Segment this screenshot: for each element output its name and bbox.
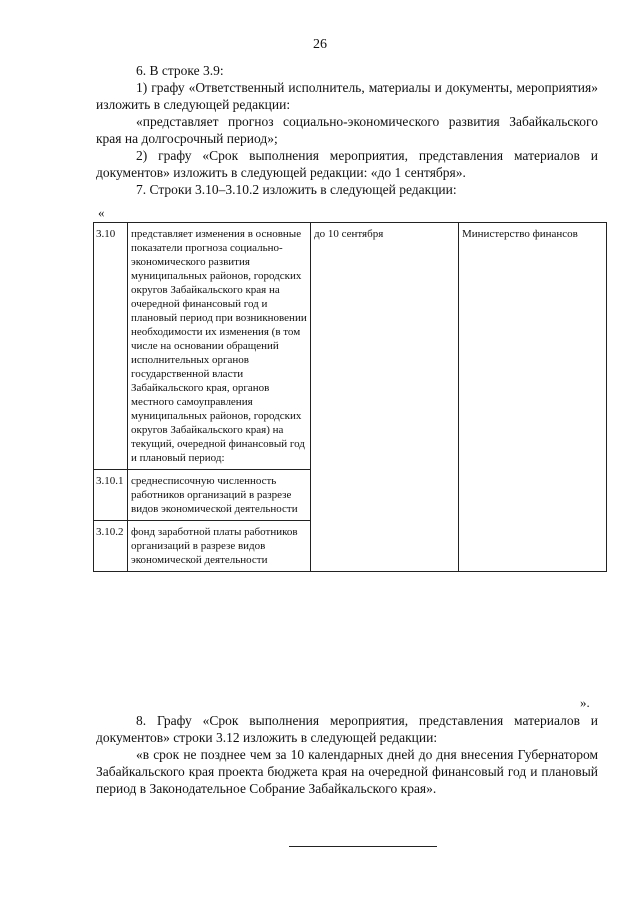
row-description: представляет изменения в основные показатели прогноза социально-экономического развития муниципальных районов, городских округов Забайкальского края на очередной финансовый год и плановый период при возникновении необходимости их изменения (в том числе на основании обращений исполнительных органов государственной власти Забайкальского края, органов местного самоуправления муниципальных районов, городских округов Забайкальского края) на текущий, очередной финансовый год и плановый период:: [128, 223, 311, 470]
paragraph-8-text: «в срок не позднее чем за 10 календарных дней до дня внесения Губернатором Забайкальского края проекта бюджета края на очередной финансовый год и плановый период в Законодательное Собрание Забайкальского края».: [96, 747, 598, 796]
paragraph-6-1-text: «представляет прогноз социально-экономического развития Забайкальского края на долгосрочный период»;: [96, 114, 598, 146]
bottom-text-block: [96, 712, 598, 797]
row-description: среднесписочную численность работников организаций в разрезе видов экономической деятельности: [128, 470, 311, 521]
paragraph-6-1: 1) графу «Ответственный исполнитель, материалы и документы, мероприятия» изложить в следующей редакции:: [96, 80, 598, 112]
top-text-block: [96, 62, 598, 198]
paragraph-6-2: 2) графу «Срок выполнения мероприятия, представления материалов и документов» изложить в следующей редакции: «до 1 сентября».: [96, 148, 598, 180]
row-responsible: Министерство финансов: [459, 223, 607, 572]
paragraph-8: 8. Графу «Срок выполнения мероприятия, представления материалов и документов» строки 3.12 изложить в следующей редакции:: [96, 713, 598, 745]
paragraph-6: 6. В строке 3.9:: [136, 63, 224, 78]
row-description: фонд заработной платы работников организаций в разрезе видов экономической деятельности: [128, 521, 311, 572]
amendment-table: [93, 222, 607, 572]
close-quote: ».: [580, 695, 590, 710]
open-quote: «: [98, 205, 105, 220]
row-number: 3.10.2: [94, 521, 128, 572]
row-number: 3.10: [94, 223, 128, 470]
row-number: 3.10.1: [94, 470, 128, 521]
end-rule: [289, 846, 437, 847]
row-term: до 10 сентября: [311, 223, 459, 572]
table-row: [94, 223, 607, 470]
paragraph-7: 7. Строки 3.10–3.10.2 изложить в следующей редакции:: [136, 182, 457, 197]
page-number: 26: [313, 37, 327, 52]
